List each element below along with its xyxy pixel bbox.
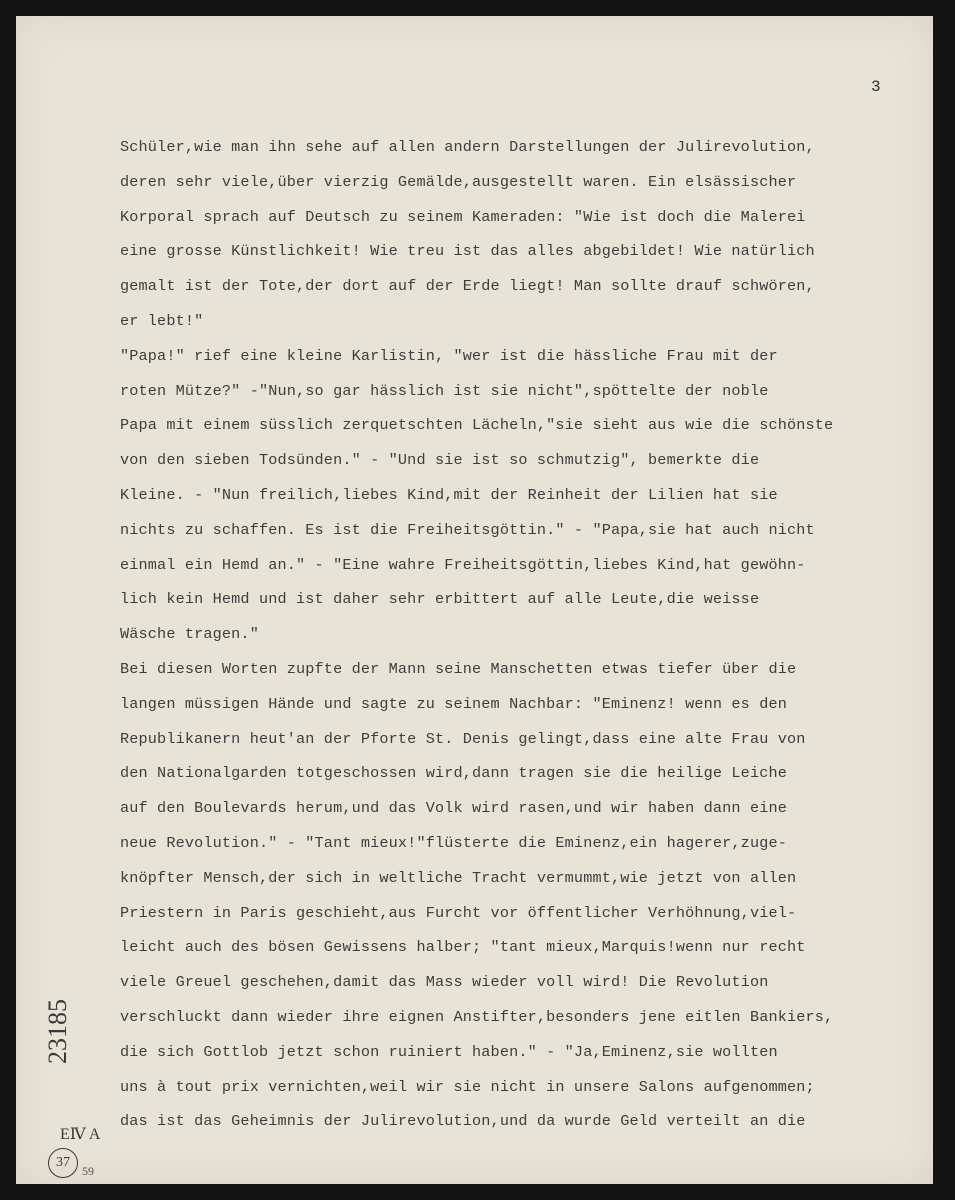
text-line: uns à tout prix vernichten,weil wir sie nicht in unsere Salons aufgenommen; bbox=[120, 1077, 815, 1096]
text-line: Bei diesen Worten zupfte der Mann seine Manschetten etwas tiefer über die bbox=[120, 659, 797, 678]
typed-text-body bbox=[120, 130, 910, 1139]
text-line: langen müssigen Hände und sagte zu seinem Nachbar: "Eminenz! wenn es den bbox=[120, 694, 788, 713]
text-line: von den sieben Todsünden." - "Und sie ist so schmutzig", bemerkte die bbox=[120, 451, 760, 470]
text-line: knöpfter Mensch,der sich in weltliche Tracht vermummt,wie jetzt von allen bbox=[120, 868, 797, 887]
text-line: einmal ein Hemd an." - "Eine wahre Freiheitsgöttin,liebes Kind,hat gewöhn- bbox=[120, 555, 806, 574]
text-line: Kleine. - "Nun freilich,liebes Kind,mit der Reinheit der Lilien hat sie bbox=[120, 485, 778, 504]
text-line: leicht auch des bösen Gewissens halber; "tant mieux,Marquis!wenn nur recht bbox=[120, 938, 806, 957]
text-line: Schüler,wie man ihn sehe auf allen andern Darstellungen der Julirevolution, bbox=[120, 138, 815, 156]
manuscript-page bbox=[16, 16, 933, 1184]
text-line: verschluckt dann wieder ihre eignen Anstifter,besonders jene eitlen Bankiers, bbox=[120, 1007, 834, 1026]
archive-vertical-number: 23185 bbox=[43, 999, 72, 1064]
archive-code: EⅣ A bbox=[60, 1126, 101, 1143]
text-line: gemalt ist der Tote,der dort auf der Erde liegt! Man sollte drauf schwören, bbox=[120, 277, 815, 296]
archive-circled-number: 37 bbox=[48, 1148, 78, 1178]
text-line: Priestern in Paris geschieht,aus Furcht vor öffentlicher Verhöhnung,viel- bbox=[120, 903, 797, 922]
archive-extra-number: 59 bbox=[82, 1164, 94, 1178]
text-line: roten Mütze?" -"Nun,so gar hässlich ist sie nicht",spöttelte der noble bbox=[120, 381, 769, 400]
text-line: deren sehr viele,über vierzig Gemälde,ausgestellt waren. Ein elsässischer bbox=[120, 172, 797, 191]
page-number: 3 bbox=[871, 78, 881, 96]
text-line: den Nationalgarden totgeschossen wird,dann tragen sie die heilige Leiche bbox=[120, 764, 788, 783]
text-line: neue Revolution." - "Tant mieux!"flüsterte die Eminenz,ein hagerer,zuge- bbox=[120, 833, 788, 852]
archive-signature-mark bbox=[38, 984, 78, 1084]
text-line: nichts zu schaffen. Es ist die Freiheitsgöttin." - "Papa,sie hat auch nicht bbox=[120, 520, 815, 539]
text-line: die sich Gottlob jetzt schon ruiniert haben." - "Ja,Eminenz,sie wollten bbox=[120, 1042, 778, 1061]
text-line: "Papa!" rief eine kleine Karlistin, "wer ist die hässliche Frau mit der bbox=[120, 346, 778, 365]
text-line: Wäsche tragen." bbox=[120, 625, 259, 644]
text-line: lich kein Hemd und ist daher sehr erbittert auf alle Leute,die weisse bbox=[120, 590, 760, 609]
text-line: Papa mit einem süsslich zerquetschten Lächeln,"sie sieht aus wie die schönste bbox=[120, 416, 834, 435]
text-line: viele Greuel geschehen,damit das Mass wieder voll wird! Die Revolution bbox=[120, 973, 769, 992]
text-line: eine grosse Künstlichkeit! Wie treu ist das alles abgebildet! Wie natürlich bbox=[120, 242, 815, 261]
text-line: auf den Boulevards herum,und das Volk wird rasen,und wir haben dann eine bbox=[120, 799, 788, 818]
text-line: das ist das Geheimnis der Julirevolution,und da wurde Geld verteilt an die bbox=[120, 1112, 806, 1131]
text-line: Korporal sprach auf Deutsch zu seinem Kameraden: "Wie ist doch die Malerei bbox=[120, 207, 806, 226]
text-line: er lebt!" bbox=[120, 311, 204, 330]
text-line: Republikanern heut'an der Pforte St. Denis gelingt,dass eine alte Frau von bbox=[120, 729, 806, 748]
